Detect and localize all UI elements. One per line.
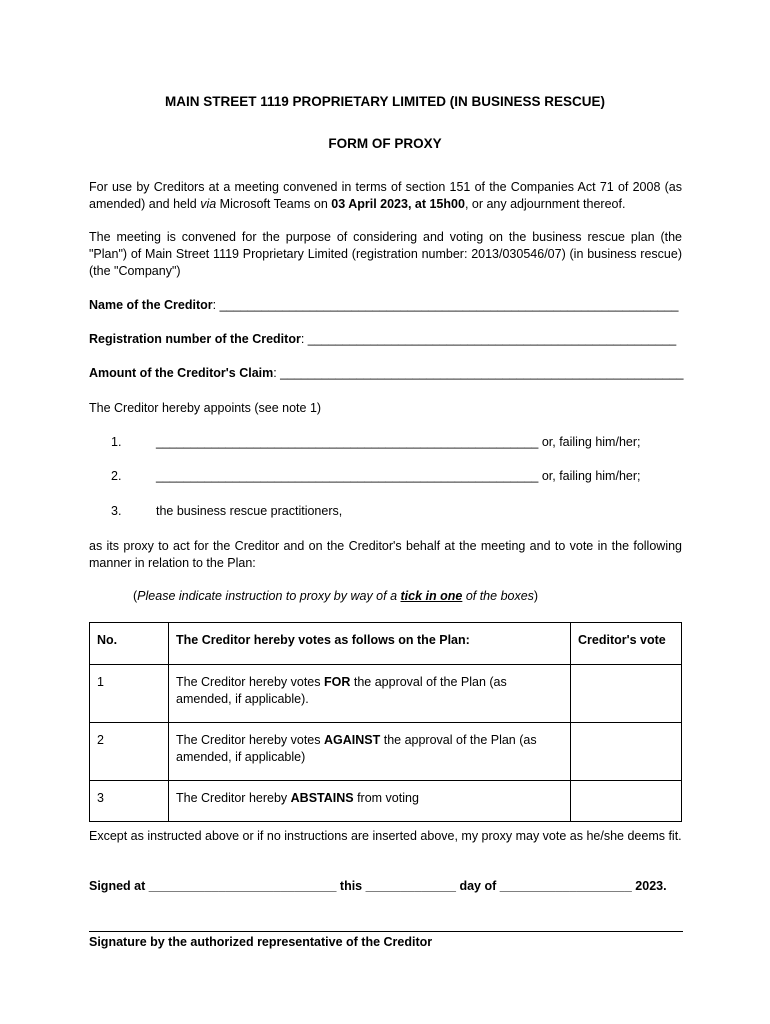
proxy-item-3-number: 3. (111, 504, 122, 518)
intro-text-italic: via (200, 197, 217, 211)
vote-box-for[interactable] (571, 665, 682, 723)
signature-line (89, 931, 683, 932)
form-title: FORM OF PROXY (328, 136, 442, 151)
voting-table (89, 622, 682, 822)
registration-number-label: Registration number of the Creditor (89, 332, 301, 346)
row-3-description (169, 781, 571, 822)
vote-box-against[interactable] (571, 723, 682, 781)
instruction-emphasis: tick in one (400, 589, 463, 603)
vote-box-abstain[interactable] (571, 781, 682, 822)
document-heading: MAIN STREET 1119 PROPRIETARY LIMITED (IN BUSINESS RESCUE) (164, 94, 606, 109)
instruction-text-2: of the boxes (462, 589, 534, 603)
instruction-text-1: Please indicate instruction to proxy by way of a (137, 589, 401, 603)
proxy-statement: as its proxy to act for the Creditor and on the Creditor's behalf at the meeting and to vote in the following manner in relation to the Plan: (89, 539, 682, 570)
header-votes: The Creditor hereby votes as follows on the Plan: (169, 623, 571, 665)
table-row (90, 665, 682, 723)
registration-number-field (89, 332, 676, 346)
intro-text-2: Microsoft Teams on (216, 197, 332, 211)
proxy-item-3-text: the business rescue practitioners, (156, 504, 343, 518)
instruction-note (133, 589, 538, 603)
row-3-number: 3 (90, 781, 169, 822)
signature-caption: Signature by the authorized representative of the Creditor (89, 935, 433, 949)
intro-text-3: , or any adjournment thereof. (464, 197, 626, 211)
row-2-description (169, 723, 571, 781)
row-3-vote-keyword: ABSTAINS (290, 791, 354, 805)
header-creditor-vote: Creditor's vote (571, 623, 682, 665)
instruction-open-paren: ( (133, 589, 138, 603)
row-3-text-pre: The Creditor hereby (176, 791, 291, 805)
claim-amount-blank: : __________________________________________________________ (273, 366, 684, 380)
claim-amount-label: Amount of the Creditor's Claim (89, 366, 274, 380)
row-2-number: 2 (90, 723, 169, 781)
row-1-number: 1 (90, 665, 169, 723)
row-2-vote-keyword: AGAINST (324, 733, 381, 747)
proxy-item-2-text: _______________________________________________________ or, failing him/her; (156, 469, 641, 483)
row-1-text-pre: The Creditor hereby votes (176, 675, 324, 689)
proxy-item-1-text: _______________________________________________________ or, failing him/her; (156, 435, 641, 449)
proxy-item-1-number: 1. (111, 435, 122, 449)
row-1-text-post: the approval of the Plan (as amended, if applicable). (176, 675, 507, 706)
signed-at-line: Signed at ___________________________ this _____________ day of ___________________ 2023. (89, 879, 667, 893)
row-3-text-post: from voting (353, 791, 419, 805)
proxy-item-2-number: 2. (111, 469, 122, 483)
except-clause: Except as instructed above or if no instructions are inserted above, my proxy may vote as he/she deems fit. (89, 829, 682, 843)
table-header-row (90, 623, 682, 665)
row-2-text-post: the approval of the Plan (as amended, if applicable) (176, 733, 537, 764)
table-row (90, 723, 682, 781)
creditor-name-label: Name of the Creditor (89, 298, 213, 312)
intro-text-1: For use by Creditors at a meeting convened in terms of section 151 of the Companies Act 71 of 2008 (as amended) and held (89, 180, 682, 211)
registration-number-blank: : _____________________________________________________ (300, 332, 677, 346)
claim-amount-field (89, 366, 683, 380)
instruction-close-paren: ) (533, 589, 539, 603)
appoints-text: The Creditor hereby appoints (see note 1) (89, 401, 322, 415)
creditor-name-blank: : __________________________________________________________________ (212, 298, 679, 312)
intro-paragraph (89, 179, 682, 213)
row-1-vote-keyword: FOR (324, 675, 351, 689)
row-1-description (169, 665, 571, 723)
purpose-paragraph: The meeting is convened for the purpose of considering and voting on the business rescue plan (the "Plan") of Main Street 1119 Proprietary Limited (registration number: 2013/030546/07) (in business rescue) (the "Company") (89, 230, 682, 278)
table-row (90, 781, 682, 822)
row-2-text-pre: The Creditor hereby votes (176, 733, 324, 747)
header-no: No. (90, 623, 169, 665)
meeting-date: 03 April 2023, at 15h00 (331, 197, 465, 211)
creditor-name-field (89, 298, 678, 312)
